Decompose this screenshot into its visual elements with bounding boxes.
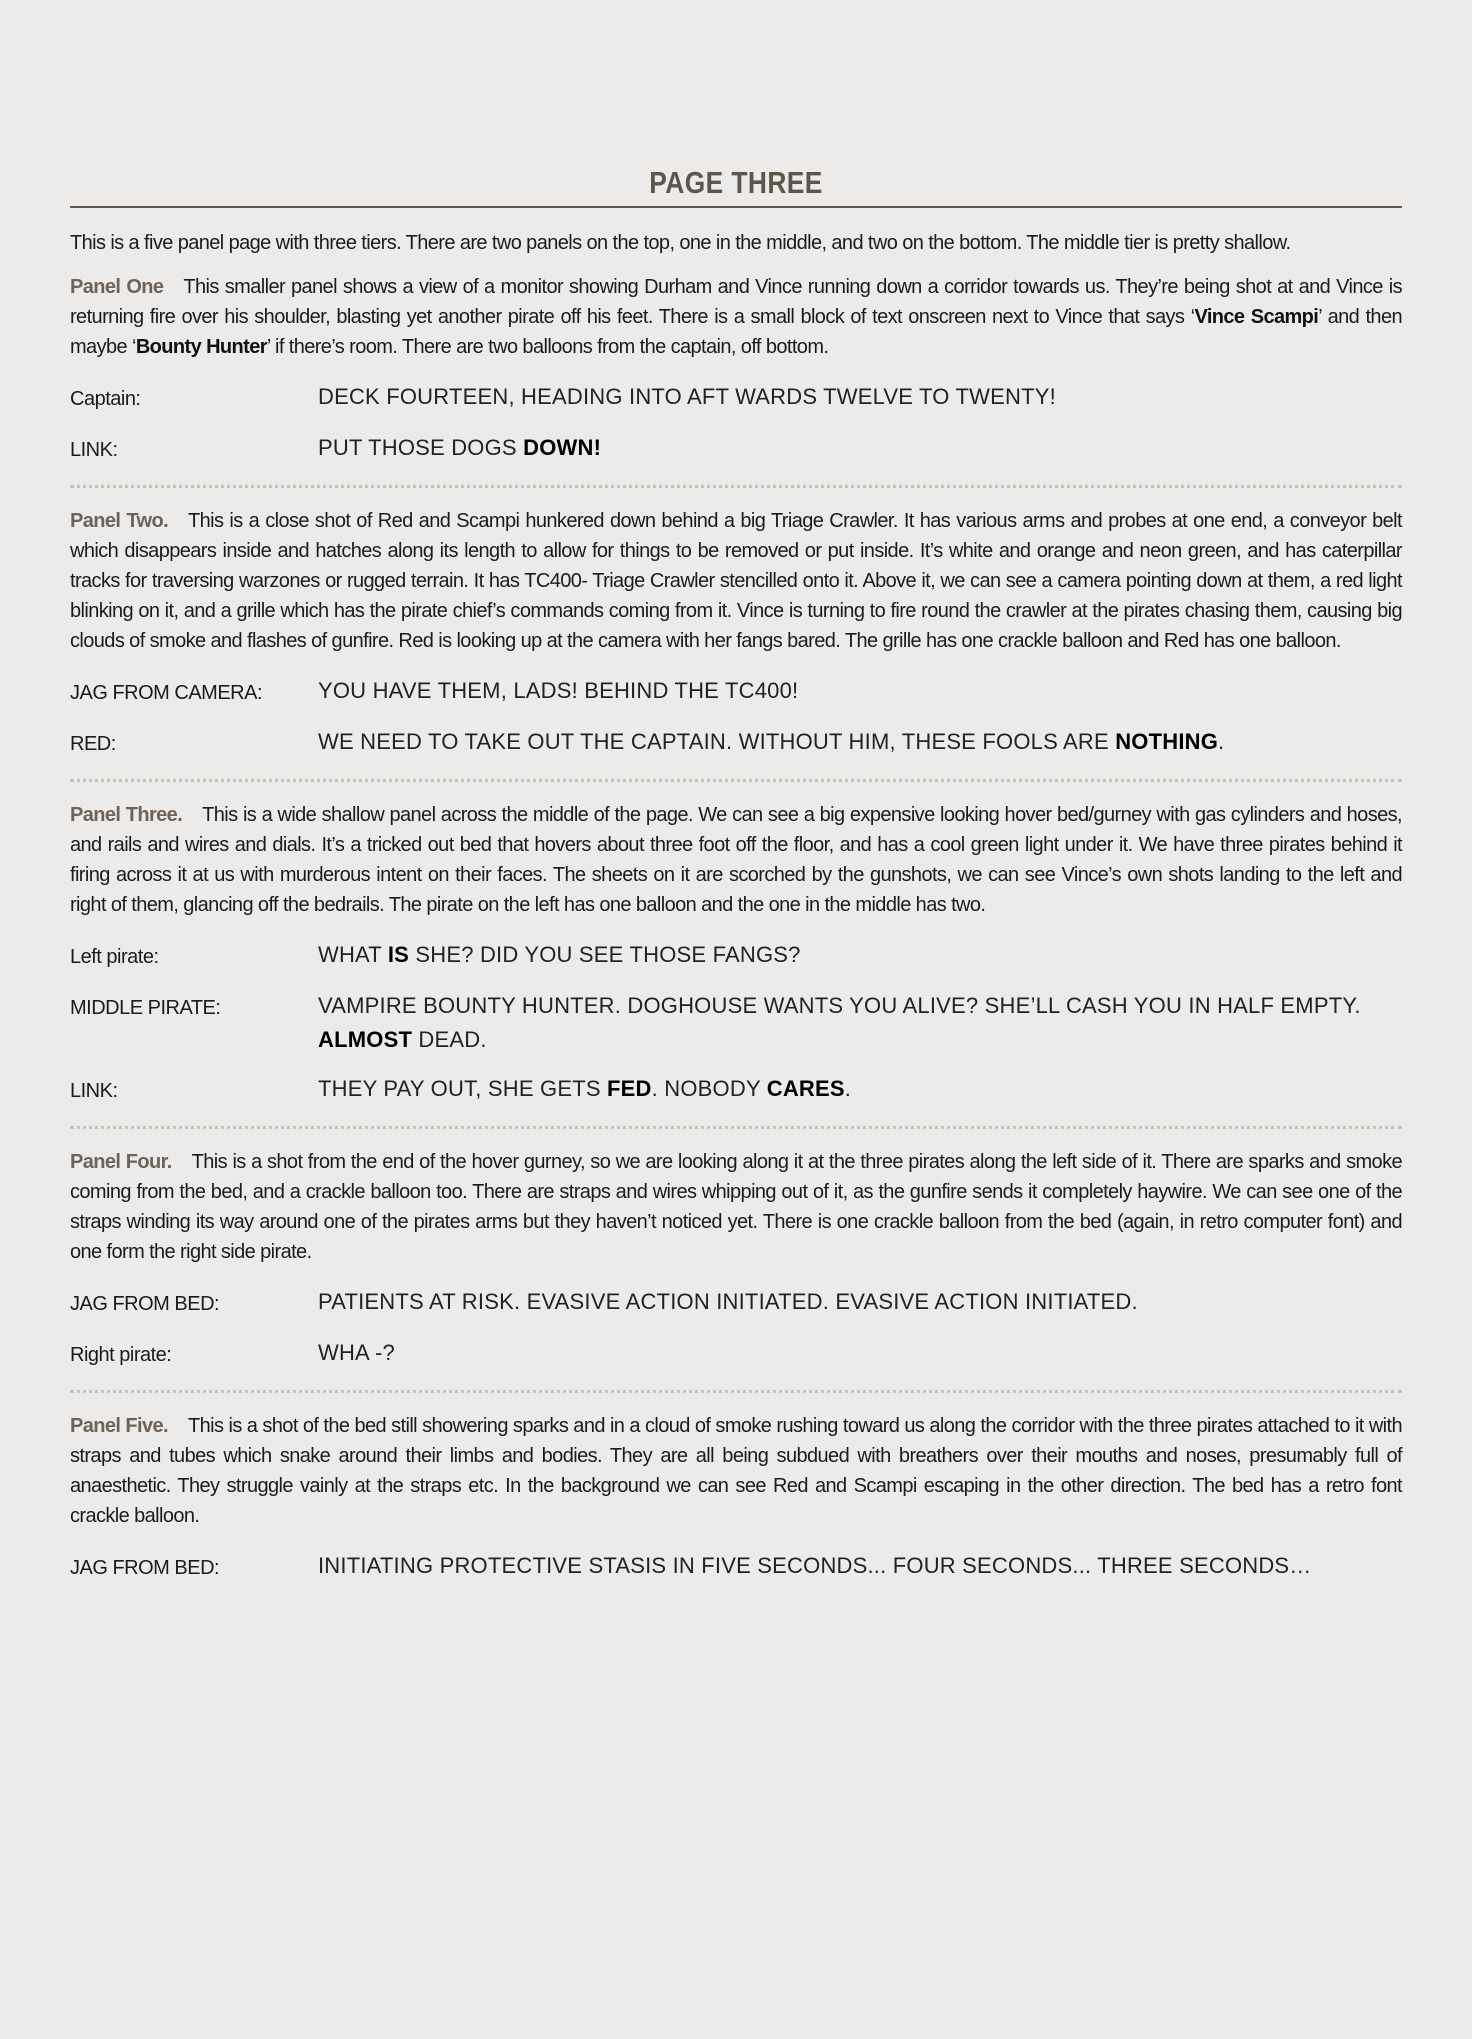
panel-divider <box>70 485 1402 488</box>
panel-section <box>70 272 1402 467</box>
speaker-name: MIDDLE PIRATE: <box>70 997 221 1019</box>
speaker-name: Left pirate: <box>70 946 159 968</box>
text-run: DECK FOURTEEN, HEADING INTO AFT WARDS TWELVE TO TWENTY! <box>318 384 1056 409</box>
dialogue-line <box>70 1285 1402 1321</box>
dialogue-block <box>70 1285 1402 1372</box>
panel-description <box>70 272 1402 362</box>
dialogue-line <box>70 1072 1402 1108</box>
speech-text <box>318 380 1402 416</box>
text-run: WE NEED TO TAKE OUT THE CAPTAIN. WITHOUT HIM, THESE FOOLS ARE <box>318 729 1116 754</box>
dialogue-line <box>70 674 1402 710</box>
emphasis-text: NOTHING <box>1115 729 1219 754</box>
speaker-name: JAG FROM BED: <box>70 1293 220 1315</box>
text-run: INITIATING PROTECTIVE STASIS IN FIVE SECONDS... FOUR SECONDS... THREE SECONDS… <box>318 1553 1312 1578</box>
dialogue-line <box>70 938 1402 974</box>
panel-description <box>70 506 1402 656</box>
dialogue-line <box>70 431 1402 467</box>
speaker-name: JAG FROM CAMERA: <box>70 682 263 704</box>
speech-text <box>318 1285 1402 1321</box>
panel-label: Panel Four. <box>70 1151 172 1173</box>
emphasis-text: Bounty Hunter <box>135 336 267 358</box>
text-run: WHAT <box>318 942 388 967</box>
text-run: ’ and then maybe ‘ <box>70 306 1402 358</box>
emphasis-text: Vince Scampi <box>1194 306 1319 328</box>
speaker-name: Captain: <box>70 388 141 410</box>
panel-section <box>70 1411 1402 1585</box>
dialogue-line <box>70 1336 1402 1372</box>
text-run: . NOBODY <box>651 1076 767 1101</box>
speech-text <box>318 674 1402 710</box>
panel-section <box>70 506 1402 761</box>
dialogue-line <box>70 1549 1402 1585</box>
text-run: ’ if there’s room. There are two balloons from the captain, off bottom. <box>266 336 829 358</box>
panel-list <box>70 272 1402 1585</box>
panel-label: Panel Three. <box>70 804 183 826</box>
panel-section <box>70 800 1402 1108</box>
speech-text <box>318 938 1402 974</box>
speech-text <box>318 431 1402 467</box>
text-run: . <box>1218 729 1225 754</box>
speaker-name: Right pirate: <box>70 1344 172 1366</box>
emphasis-text: DOWN! <box>523 435 602 460</box>
script-page <box>70 162 1402 1600</box>
dialogue-line <box>70 725 1402 761</box>
panel-label: Panel One <box>70 276 164 298</box>
panel-label: Panel Two. <box>70 510 169 532</box>
text-run: This smaller panel shows a view of a monitor showing Durham and Vince running down a corridor towards us. They’re being shot at and Vince is returning fire over his shoulder, blasting yet another pirate off his feet. There is a small block of text onscreen next to Vince that says ‘ <box>70 276 1402 328</box>
text-run: THEY PAY OUT, SHE GETS <box>318 1076 608 1101</box>
text-run: This is a wide shallow panel across the middle of the page. We can see a big expensive looking hover bed/gurney with gas cylinders and hoses, and rails and wires and dials. It’s a tricked out bed that hovers about three foot off the floor, and has a cool green light under it. We have three pirates behind it firing across it at us with murderous intent on their faces. The sheets on it are scorched by the gunshots, we can see Vince’s own shots landing to the left and right of them, glancing off the bedrails. The pirate on the left has one balloon and the one in the middle has two. <box>70 804 1402 916</box>
text-run: DEAD. <box>412 1027 487 1052</box>
text-run: WHA -? <box>318 1340 395 1365</box>
panel-divider <box>70 1390 1402 1393</box>
page-title: PAGE THREE <box>649 165 823 200</box>
text-run: PATIENTS AT RISK. EVASIVE ACTION INITIATED. EVASIVE ACTION INITIATED. <box>318 1289 1138 1314</box>
panel-description <box>70 1411 1402 1531</box>
dialogue-block <box>70 938 1402 1108</box>
speech-text <box>318 725 1402 761</box>
panel-divider <box>70 779 1402 782</box>
text-run: This is a shot from the end of the hover gurney, so we are looking along it at the three pirates along the left side of it. There are sparks and smoke coming from the bed, and a crackle balloon too. There are straps and wires whipping out of it, as the gunfire sends it completely haywire. We can see one of the straps winding its way around one of the pirates arms but they haven’t noticed yet. There is one crackle balloon from the bed (again, in retro computer font) and one form the right side pirate. <box>70 1151 1402 1263</box>
emphasis-text: ALMOST <box>318 1027 413 1052</box>
text-run: This is a shot of the bed still showering sparks and in a cloud of smoke rushing toward us along the corridor with the three pirates attached to it with straps and tubes which snake around their limbs and bodies. They are all being subdued with breathers over their mouths and noses, presumably full of anaesthetic. They struggle vainly at the straps etc. In the background we can see Red and Scampi escaping in the other direction. The bed has a retro font crackle balloon. <box>70 1415 1402 1527</box>
text-run: PUT THOSE DOGS <box>318 435 524 460</box>
panel-section <box>70 1147 1402 1372</box>
speech-text <box>318 1336 1402 1372</box>
speech-text <box>318 1549 1402 1585</box>
panel-label: Panel Five. <box>70 1415 169 1437</box>
dialogue-block <box>70 674 1402 761</box>
panel-divider <box>70 1126 1402 1129</box>
panel-description <box>70 800 1402 920</box>
speech-text <box>318 1072 1402 1108</box>
dialogue-line <box>70 380 1402 416</box>
text-run: This is a close shot of Red and Scampi hunkered down behind a big Triage Crawler. It has various arms and probes at one end, a conveyor belt which disappears inside and hatches along its length to allow for things to be removed or put inside. It’s white and orange and neon green, and has caterpillar tracks for traversing warzones or rugged terrain. It has TC400- Triage Crawler stencilled onto it. Above it, we can see a camera pointing down at them, a red light blinking on it, and a grille which has the pirate chief’s commands coming from it. Vince is turning to fire round the crawler at the pirates chasing them, causing big clouds of smoke and flashes of gunfire. Red is looking up at the camera with her fangs bared. The grille has one crackle balloon and Red has one balloon. <box>70 510 1402 652</box>
speaker-name: LINK: <box>70 439 118 461</box>
dialogue-block <box>70 380 1402 467</box>
text-run: . <box>844 1076 852 1101</box>
speaker-name: LINK: <box>70 1080 118 1102</box>
panel-description <box>70 1147 1402 1267</box>
speaker-name: RED: <box>70 733 116 755</box>
emphasis-text: CARES <box>766 1076 845 1101</box>
speaker-name: JAG FROM BED: <box>70 1557 220 1579</box>
text-run: YOU HAVE THEM, LADS! BEHIND THE TC400! <box>318 678 799 703</box>
dialogue-block <box>70 1549 1402 1585</box>
emphasis-text: IS <box>387 942 410 967</box>
page-intro: This is a five panel page with three tiers. There are two panels on the top, one in the middle, and two on the bottom. The middle tier is pretty shallow. <box>70 232 1291 254</box>
speech-text <box>318 989 1402 1057</box>
text-run: SHE? DID YOU SEE THOSE FANGS? <box>409 942 801 967</box>
text-run: VAMPIRE BOUNTY HUNTER. DOGHOUSE WANTS YOU ALIVE? SHE’LL CASH YOU IN HALF EMPTY. <box>318 993 1361 1018</box>
dialogue-line <box>70 989 1402 1057</box>
emphasis-text: FED <box>607 1076 652 1101</box>
title-divider <box>70 206 1402 208</box>
